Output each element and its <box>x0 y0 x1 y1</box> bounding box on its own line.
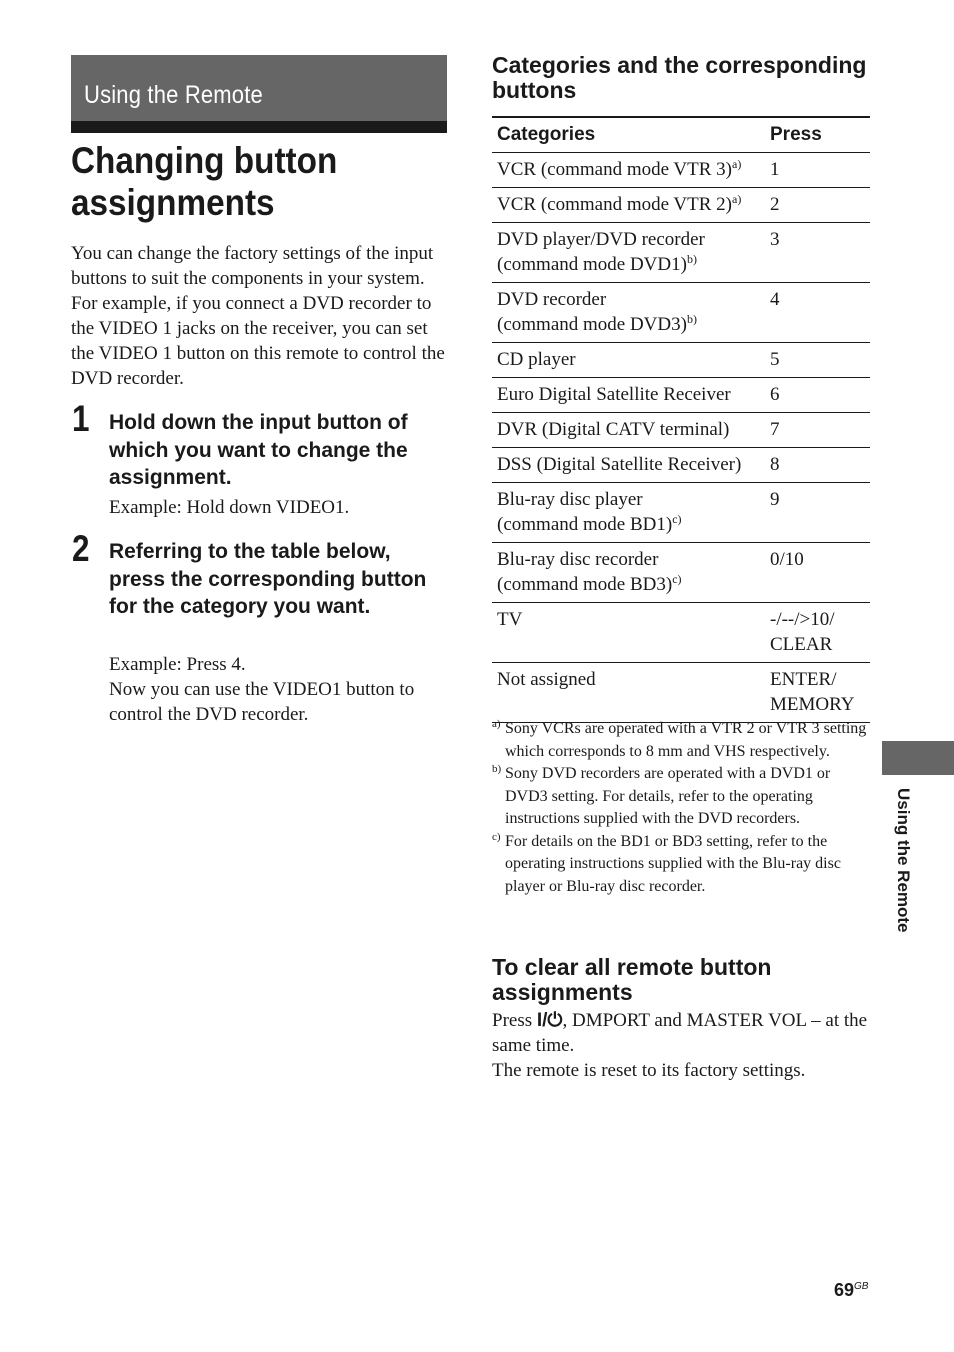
press-text: 9 <box>770 489 780 510</box>
footnote-mark: c) <box>492 830 501 843</box>
footnote <box>492 718 870 763</box>
table-row <box>492 448 870 483</box>
press-cell <box>768 153 870 188</box>
footnote-ref: b) <box>686 252 697 266</box>
step-2-result: Now you can use the VIDEO1 button to control the DVD recorder. <box>109 679 415 725</box>
press-cell <box>768 663 870 723</box>
page-number <box>834 1280 868 1301</box>
categories-table <box>492 116 870 723</box>
press-cell <box>768 603 870 663</box>
section-divider <box>71 121 447 133</box>
press-cell <box>768 188 870 223</box>
section-banner <box>71 55 447 121</box>
press-cell <box>768 448 870 483</box>
category-text: (command mode BD3) <box>497 574 673 595</box>
page-number-value: 69 <box>834 1280 855 1300</box>
category-text: DVD player/DVD recorder <box>497 229 705 250</box>
press-text: ENTER/ <box>770 669 837 690</box>
step-2-number: 2 <box>72 528 90 569</box>
press-cell <box>768 413 870 448</box>
footnote-ref: c) <box>672 512 682 526</box>
category-text: Blu-ray disc player <box>497 489 643 510</box>
category-text: Blu-ray disc recorder <box>497 549 659 570</box>
category-text: Euro Digital Satellite Receiver <box>497 384 731 405</box>
step-2-heading: Referring to the table below, press the corresponding button for the category you want. <box>109 540 427 618</box>
intro-paragraph: You can change the factory settings of the input buttons to suit the components in your system. For example, if you connect a DVD recorder to the VIDEO 1 jacks on the receiver, you can set the VIDEO 1 button on this remote to control the DVD recorder. <box>71 243 445 389</box>
category-cell <box>492 543 768 603</box>
press-text: 0/10 <box>770 549 804 570</box>
category-text: TV <box>497 609 523 630</box>
press-text: 8 <box>770 454 780 475</box>
press-cell <box>768 223 870 283</box>
category-text: DSS (Digital Satellite Receiver) <box>497 454 742 475</box>
clear-section-body <box>492 1008 872 1083</box>
press-prefix: Press <box>492 1010 537 1031</box>
press-cell <box>768 483 870 543</box>
category-text: (command mode DVD3) <box>497 314 687 335</box>
category-text: (command mode BD1) <box>497 514 673 535</box>
press-text: 7 <box>770 419 780 440</box>
category-text: (command mode DVD1) <box>497 254 687 275</box>
page-title: Changing button assignments <box>71 140 338 223</box>
table-row <box>492 153 870 188</box>
press-cell <box>768 343 870 378</box>
category-text: VCR (command mode VTR 2) <box>497 194 733 215</box>
category-text: DVR (Digital CATV terminal) <box>497 419 730 440</box>
press-text: MEMORY <box>770 694 855 715</box>
press-text: 5 <box>770 349 780 370</box>
step-1-heading: Hold down the input button of which you want to change the assignment. <box>109 411 408 489</box>
table-row <box>492 188 870 223</box>
footnote-text: Sony VCRs are operated with a VTR 2 or VTR 3 setting which corresponds to 8 mm and VHS respectively. <box>505 720 867 760</box>
category-cell <box>492 283 768 343</box>
table-row <box>492 283 870 343</box>
step-2-example: Example: Press 4. <box>109 654 246 675</box>
header-press: Press <box>768 117 870 153</box>
footnote-ref: a) <box>732 192 742 206</box>
section-banner-label: Using the Remote <box>84 81 263 109</box>
table-row <box>492 483 870 543</box>
press-text: CLEAR <box>770 634 833 655</box>
press-text: 4 <box>770 289 780 310</box>
category-text: VCR (command mode VTR 3) <box>497 159 733 180</box>
category-cell <box>492 223 768 283</box>
category-cell <box>492 413 768 448</box>
categories-title: Categories and the corresponding buttons <box>492 52 867 103</box>
category-cell <box>492 153 768 188</box>
power-icon: I/⏻ <box>536 1010 563 1031</box>
table-body <box>492 153 870 723</box>
side-tab-marker <box>882 741 954 775</box>
table-row <box>492 413 870 448</box>
press-cell <box>768 283 870 343</box>
table-row <box>492 378 870 413</box>
category-cell <box>492 378 768 413</box>
header-categories: Categories <box>492 117 768 153</box>
page-number-suffix: GB <box>854 1281 869 1292</box>
footnote <box>492 831 870 899</box>
press-cell <box>768 543 870 603</box>
footnote-mark: b) <box>492 763 502 775</box>
step-1-example: Example: Hold down VIDEO1. <box>109 497 350 518</box>
footnote-text: For details on the BD1 or BD3 setting, refer to the operating instructions supplied with the Blu-ray disc player or Blu-ray disc recorder. <box>505 832 841 895</box>
step-1-body <box>109 495 454 520</box>
table-row <box>492 603 870 663</box>
footnote-text: Sony DVD recorders are operated with a DVD1 or DVD3 setting. For details, refer to the operating instructions supplied with the DVD recorders. <box>505 765 831 827</box>
table-row <box>492 343 870 378</box>
clear-note: The remote is reset to its factory settings. <box>492 1060 806 1081</box>
press-text: 1 <box>770 159 780 180</box>
table-row <box>492 543 870 603</box>
press-text: 6 <box>770 384 780 405</box>
side-tab-label: Using the Remote <box>894 788 913 933</box>
clear-section-title: To clear all remote button assignments <box>492 954 772 1005</box>
table-header-row <box>492 117 870 153</box>
footnote-ref: a) <box>732 157 742 171</box>
footnote-mark: a) <box>492 718 501 730</box>
press-text: 2 <box>770 194 780 215</box>
footnote-ref: b) <box>686 312 697 326</box>
press-cell <box>768 378 870 413</box>
step-1-number: 1 <box>72 398 90 439</box>
category-cell <box>492 343 768 378</box>
table-row <box>492 663 870 723</box>
footnote <box>492 763 870 831</box>
category-cell <box>492 188 768 223</box>
category-cell <box>492 448 768 483</box>
category-cell <box>492 603 768 663</box>
category-cell <box>492 483 768 543</box>
category-text: DVD recorder <box>497 289 607 310</box>
category-text: CD player <box>497 349 576 370</box>
footnote-ref: c) <box>672 572 682 586</box>
footnotes <box>492 718 870 898</box>
press-text: 3 <box>770 229 780 250</box>
category-text: Not assigned <box>497 669 596 690</box>
press-suffix: , DMPORT and MASTER VOL – at the same time. <box>492 1010 868 1056</box>
clear-instruction <box>492 1008 872 1058</box>
step-2-body <box>109 652 454 727</box>
category-cell <box>492 663 768 723</box>
table-row <box>492 223 870 283</box>
press-text: -/--/>10/ <box>770 609 835 630</box>
